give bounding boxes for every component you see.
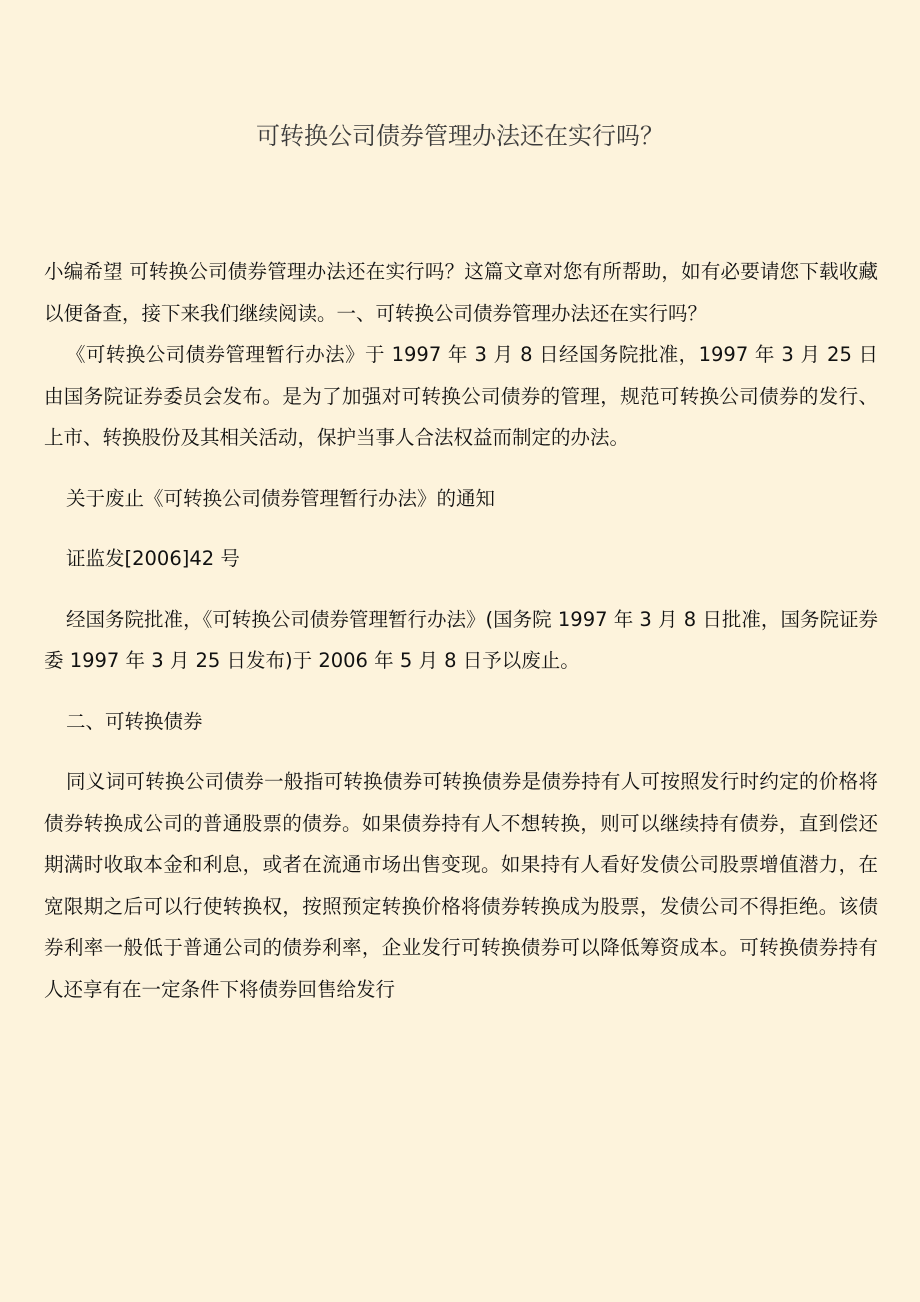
document-body	[44, 251, 878, 1010]
paragraph-notice-title: 关于废止《可转换公司债券管理暂行办法》的通知	[66, 486, 496, 510]
paragraph-background: 《可转换公司债券管理暂行办法》于 1997 年 3 月 8 日经国务院批准，1997 年 3 月 25 日由国务院证券委员会发布。是为了加强对可转换公司债券的管理，规范可转换公司债券的发行、上市、转换股份及其相关活动，保护当事人合法权益而制定的办法。	[44, 343, 878, 449]
document-title: 可转换公司债券管理办法还在实行吗？	[256, 122, 664, 150]
paragraph-notice-number: 证监发[2006]42 号	[66, 547, 240, 570]
paragraph-abolition: 经国务院批准，《可转换公司债券管理暂行办法》(国务院 1997 年 3 月 8 日批准，国务院证券委 1997 年 3 月 25 日发布)于 2006 年 5 月 8 日予以废止。	[44, 607, 878, 672]
section-heading-convertible-bonds: 二、可转换债券	[66, 709, 203, 733]
paragraph-intro: 小编希望 可转换公司债券管理办法还在实行吗？这篇文章对您有所帮助，如有必要请您下载收藏以便备查，接下来我们继续阅读。一、可转换公司债券管理办法还在实行吗？	[44, 260, 878, 325]
paragraph-definition: 同义词可转换公司债券一般指可转换债券可转换债券是债券持有人可按照发行时约定的价格将债券转换成公司的普通股票的债券。如果债券持有人不想转换，则可以继续持有债券，直到偿还期满时收取本金和利息，或者在流通市场出售变现。如果持有人看好发债公司股票增值潜力，在宽限期之后可以行使转换权，按照预定转换价格将债券转换成为股票，发债公司不得拒绝。该债券利率一般低于普通公司的债券利率，企业发行可转换债券可以降低筹资成本。可转换债券持有人还享有在一定条件下将债券回售给发行	[44, 770, 878, 1001]
